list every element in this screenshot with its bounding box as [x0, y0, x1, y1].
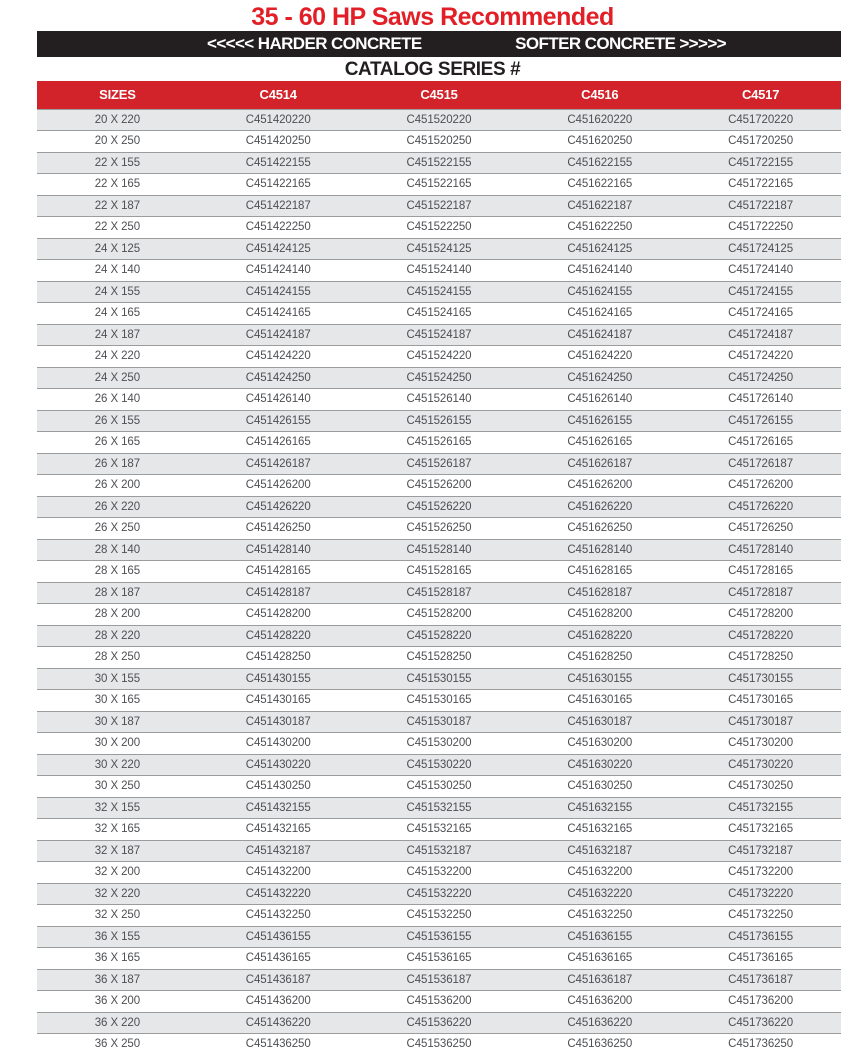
catalog-number-cell: C451632155 [519, 797, 680, 819]
page-title: 35 - 60 HP Saws Recommended [251, 3, 614, 31]
catalog-number-cell: C451422250 [198, 217, 359, 239]
size-cell: 32 X 165 [37, 819, 198, 841]
size-cell: 32 X 187 [37, 840, 198, 862]
table-row [37, 432, 841, 454]
catalog-number-cell: C451626200 [519, 475, 680, 497]
catalog-number-cell: C451532220 [359, 883, 520, 905]
catalog-number-cell: C451722187 [680, 195, 841, 217]
table-row [37, 733, 841, 755]
size-cell: 22 X 250 [37, 217, 198, 239]
catalog-number-cell: C451728187 [680, 582, 841, 604]
catalog-number-cell: C451426200 [198, 475, 359, 497]
catalog-number-cell: C451626140 [519, 389, 680, 411]
catalog-number-cell: C451736220 [680, 1012, 841, 1034]
table-row [37, 518, 841, 540]
catalog-number-cell: C451630155 [519, 668, 680, 690]
catalog-number-cell: C451530200 [359, 733, 520, 755]
catalog-number-cell: C451520250 [359, 131, 520, 153]
catalog-number-cell: C451626220 [519, 496, 680, 518]
catalog-number-cell: C451730155 [680, 668, 841, 690]
catalog-number-cell: C451728250 [680, 647, 841, 669]
catalog-number-cell: C451732155 [680, 797, 841, 819]
catalog-number-cell: C451424125 [198, 238, 359, 260]
table-row [37, 109, 841, 131]
catalog-number-cell: C451432200 [198, 862, 359, 884]
table-row [37, 238, 841, 260]
catalog-number-cell: C451524220 [359, 346, 520, 368]
catalog-number-cell: C451528200 [359, 604, 520, 626]
softer-concrete-label: SOFTER CONCRETE >>>>> [515, 34, 726, 53]
catalog-number-cell: C451430200 [198, 733, 359, 755]
catalog-number-cell: C451632250 [519, 905, 680, 927]
catalog-number-cell: C451536187 [359, 969, 520, 991]
size-cell: 26 X 200 [37, 475, 198, 497]
size-cell: 30 X 155 [37, 668, 198, 690]
catalog-number-cell: C451426155 [198, 410, 359, 432]
catalog-number-cell: C451730200 [680, 733, 841, 755]
catalog-number-cell: C451436250 [198, 1034, 359, 1055]
catalog-number-cell: C451726250 [680, 518, 841, 540]
catalog-number-cell: C451528165 [359, 561, 520, 583]
catalog-number-cell: C451724187 [680, 324, 841, 346]
size-cell: 26 X 155 [37, 410, 198, 432]
catalog-number-cell: C451628165 [519, 561, 680, 583]
table-row [37, 281, 841, 303]
catalog-number-cell: C451724155 [680, 281, 841, 303]
catalog-number-cell: C451436187 [198, 969, 359, 991]
table-row [37, 539, 841, 561]
catalog-number-cell: C451428200 [198, 604, 359, 626]
catalog-number-cell: C451526155 [359, 410, 520, 432]
catalog-number-cell: C451430165 [198, 690, 359, 712]
catalog-number-cell: C451624187 [519, 324, 680, 346]
catalog-number-cell: C451630200 [519, 733, 680, 755]
catalog-number-cell: C451636187 [519, 969, 680, 991]
catalog-number-cell: C451736250 [680, 1034, 841, 1055]
catalog-number-cell: C451728165 [680, 561, 841, 583]
table-body [37, 109, 841, 1055]
size-cell: 24 X 140 [37, 260, 198, 282]
catalog-number-cell: C451536220 [359, 1012, 520, 1034]
catalog-number-cell: C451622250 [519, 217, 680, 239]
catalog-number-cell: C451528250 [359, 647, 520, 669]
catalog-number-cell: C451636155 [519, 926, 680, 948]
catalog-number-cell: C451536155 [359, 926, 520, 948]
catalog-number-cell: C451630165 [519, 690, 680, 712]
catalog-number-cell: C451426220 [198, 496, 359, 518]
catalog-number-cell: C451424250 [198, 367, 359, 389]
catalog-number-cell: C451724250 [680, 367, 841, 389]
catalog-number-cell: C451422165 [198, 174, 359, 196]
table-row [37, 346, 841, 368]
size-cell: 36 X 187 [37, 969, 198, 991]
catalog-number-cell: C451524187 [359, 324, 520, 346]
table-row [37, 1034, 841, 1055]
catalog-number-cell: C451426165 [198, 432, 359, 454]
table-row [37, 647, 841, 669]
table-row [37, 690, 841, 712]
column-header-sizes: SIZES [37, 81, 198, 109]
table-row [37, 819, 841, 841]
catalog-number-cell: C451624125 [519, 238, 680, 260]
size-cell: 32 X 155 [37, 797, 198, 819]
table-row [37, 410, 841, 432]
catalog-number-cell: C451526250 [359, 518, 520, 540]
catalog-number-cell: C451532200 [359, 862, 520, 884]
catalog-number-cell: C451530165 [359, 690, 520, 712]
catalog-number-cell: C451526140 [359, 389, 520, 411]
catalog-number-cell: C451424220 [198, 346, 359, 368]
catalog-number-cell: C451732165 [680, 819, 841, 841]
size-cell: 28 X 165 [37, 561, 198, 583]
catalog-number-cell: C451628250 [519, 647, 680, 669]
size-cell: 26 X 250 [37, 518, 198, 540]
size-cell: 26 X 187 [37, 453, 198, 475]
catalog-number-cell: C451730165 [680, 690, 841, 712]
table-row [37, 862, 841, 884]
catalog-number-cell: C451630250 [519, 776, 680, 798]
catalog-number-cell: C451726187 [680, 453, 841, 475]
catalog-number-cell: C451726165 [680, 432, 841, 454]
catalog-number-cell: C451532165 [359, 819, 520, 841]
size-cell: 22 X 187 [37, 195, 198, 217]
size-cell: 20 X 250 [37, 131, 198, 153]
catalog-number-cell: C451522250 [359, 217, 520, 239]
table-row [37, 905, 841, 927]
table-row [37, 260, 841, 282]
harder-concrete-label: <<<<< HARDER CONCRETE [207, 34, 422, 53]
catalog-number-cell: C451528220 [359, 625, 520, 647]
size-cell: 22 X 165 [37, 174, 198, 196]
catalog-number-cell: C451626165 [519, 432, 680, 454]
catalog-number-cell: C451736155 [680, 926, 841, 948]
catalog-number-cell: C451528187 [359, 582, 520, 604]
catalog-number-cell: C451722165 [680, 174, 841, 196]
catalog-number-cell: C451424187 [198, 324, 359, 346]
catalog-number-cell: C451732200 [680, 862, 841, 884]
catalog-number-cell: C451732187 [680, 840, 841, 862]
size-cell: 32 X 250 [37, 905, 198, 927]
catalog-number-cell: C451424140 [198, 260, 359, 282]
catalog-number-cell: C451724140 [680, 260, 841, 282]
catalog-number-cell: C451430187 [198, 711, 359, 733]
size-cell: 36 X 200 [37, 991, 198, 1013]
catalog-number-cell: C451426250 [198, 518, 359, 540]
size-cell: 26 X 165 [37, 432, 198, 454]
catalog-number-cell: C451728220 [680, 625, 841, 647]
table-row [37, 195, 841, 217]
catalog-number-cell: C451436220 [198, 1012, 359, 1034]
size-cell: 26 X 220 [37, 496, 198, 518]
catalog-number-cell: C451736187 [680, 969, 841, 991]
table-row [37, 217, 841, 239]
catalog-number-cell: C451630187 [519, 711, 680, 733]
catalog-number-cell: C451524155 [359, 281, 520, 303]
catalog-number-cell: C451428187 [198, 582, 359, 604]
size-cell: 32 X 200 [37, 862, 198, 884]
table-row [37, 131, 841, 153]
column-header-c4516: C4516 [519, 81, 680, 109]
catalog-number-cell: C451722250 [680, 217, 841, 239]
catalog-number-cell: C451530155 [359, 668, 520, 690]
table-row [37, 152, 841, 174]
catalog-number-cell: C451422155 [198, 152, 359, 174]
catalog-number-cell: C451626250 [519, 518, 680, 540]
table-row [37, 625, 841, 647]
table-row [37, 840, 841, 862]
catalog-number-cell: C451726220 [680, 496, 841, 518]
size-cell: 28 X 220 [37, 625, 198, 647]
size-cell: 28 X 140 [37, 539, 198, 561]
catalog-number-cell: C451432220 [198, 883, 359, 905]
catalog-number-cell: C451522165 [359, 174, 520, 196]
size-cell: 36 X 250 [37, 1034, 198, 1055]
size-cell: 36 X 165 [37, 948, 198, 970]
size-cell: 24 X 155 [37, 281, 198, 303]
size-cell: 30 X 200 [37, 733, 198, 755]
size-cell: 30 X 187 [37, 711, 198, 733]
catalog-number-cell: C451436165 [198, 948, 359, 970]
catalog-number-cell: C451626187 [519, 453, 680, 475]
catalog-number-cell: C451630220 [519, 754, 680, 776]
table-row [37, 776, 841, 798]
catalog-number-cell: C451526220 [359, 496, 520, 518]
catalog-number-cell: C451632187 [519, 840, 680, 862]
table-row [37, 969, 841, 991]
catalog-number-cell: C451628187 [519, 582, 680, 604]
catalog-number-cell: C451522187 [359, 195, 520, 217]
catalog-number-cell: C451624250 [519, 367, 680, 389]
catalog-number-cell: C451430220 [198, 754, 359, 776]
catalog-number-cell: C451532187 [359, 840, 520, 862]
size-cell: 28 X 187 [37, 582, 198, 604]
catalog-number-cell: C451720250 [680, 131, 841, 153]
size-cell: 30 X 165 [37, 690, 198, 712]
catalog-number-cell: C451530187 [359, 711, 520, 733]
catalog-number-cell: C451720220 [680, 109, 841, 131]
header-row [37, 81, 841, 109]
catalog-number-cell: C451628200 [519, 604, 680, 626]
table-row [37, 561, 841, 583]
catalog-number-cell: C451520220 [359, 109, 520, 131]
table-row [37, 582, 841, 604]
catalog-number-cell: C451730220 [680, 754, 841, 776]
catalog-number-cell: C451730250 [680, 776, 841, 798]
table-row [37, 475, 841, 497]
catalog-number-cell: C451636250 [519, 1034, 680, 1055]
size-cell: 26 X 140 [37, 389, 198, 411]
table-row [37, 604, 841, 626]
catalog-number-cell: C451432155 [198, 797, 359, 819]
catalog-number-cell: C451530250 [359, 776, 520, 798]
catalog-number-cell: C451428220 [198, 625, 359, 647]
catalog-number-cell: C451620220 [519, 109, 680, 131]
catalog-number-cell: C451524165 [359, 303, 520, 325]
catalog-number-cell: C451724165 [680, 303, 841, 325]
table-row [37, 367, 841, 389]
catalog-number-cell: C451722155 [680, 152, 841, 174]
catalog-number-cell: C451436155 [198, 926, 359, 948]
catalog-number-cell: C451536165 [359, 948, 520, 970]
catalog-number-cell: C451430155 [198, 668, 359, 690]
catalog-number-cell: C451426140 [198, 389, 359, 411]
size-cell: 22 X 155 [37, 152, 198, 174]
concrete-hardness-bar [37, 31, 841, 57]
size-cell: 20 X 220 [37, 109, 198, 131]
catalog-table-header [37, 81, 841, 109]
size-cell: 24 X 125 [37, 238, 198, 260]
catalog-number-cell: C451628140 [519, 539, 680, 561]
catalog-number-cell: C451424155 [198, 281, 359, 303]
catalog-number-cell: C451624155 [519, 281, 680, 303]
catalog-number-cell: C451726155 [680, 410, 841, 432]
catalog-number-cell: C451724220 [680, 346, 841, 368]
table-row [37, 668, 841, 690]
catalog-number-cell: C451524250 [359, 367, 520, 389]
table-row [37, 389, 841, 411]
catalog-number-cell: C451620250 [519, 131, 680, 153]
catalog-number-cell: C451422187 [198, 195, 359, 217]
size-cell: 36 X 155 [37, 926, 198, 948]
catalog-number-cell: C451420250 [198, 131, 359, 153]
catalog-number-cell: C451432165 [198, 819, 359, 841]
table-row [37, 948, 841, 970]
catalog-number-cell: C451432250 [198, 905, 359, 927]
size-cell: 28 X 200 [37, 604, 198, 626]
catalog-number-cell: C451624140 [519, 260, 680, 282]
catalog-number-cell: C451626155 [519, 410, 680, 432]
size-cell: 36 X 220 [37, 1012, 198, 1034]
table-row [37, 303, 841, 325]
catalog-number-cell: C451622155 [519, 152, 680, 174]
column-header-c4514: C4514 [198, 81, 359, 109]
catalog-number-cell: C451526187 [359, 453, 520, 475]
catalog-number-cell: C451724125 [680, 238, 841, 260]
table-row [37, 991, 841, 1013]
catalog-number-cell: C451530220 [359, 754, 520, 776]
catalog-number-cell: C451536250 [359, 1034, 520, 1055]
catalog-number-cell: C451428250 [198, 647, 359, 669]
catalog-number-cell: C451532250 [359, 905, 520, 927]
table-row [37, 754, 841, 776]
table-row [37, 883, 841, 905]
size-cell: 24 X 250 [37, 367, 198, 389]
size-cell: 30 X 250 [37, 776, 198, 798]
catalog-table [37, 81, 841, 1055]
catalog-number-cell: C451426187 [198, 453, 359, 475]
catalog-number-cell: C451622165 [519, 174, 680, 196]
catalog-number-cell: C451726200 [680, 475, 841, 497]
catalog-number-cell: C451522155 [359, 152, 520, 174]
catalog-number-cell: C451436200 [198, 991, 359, 1013]
table-row [37, 711, 841, 733]
catalog-number-cell: C451524140 [359, 260, 520, 282]
catalog-number-cell: C451732220 [680, 883, 841, 905]
catalog-number-cell: C451636220 [519, 1012, 680, 1034]
catalog-number-cell: C451632220 [519, 883, 680, 905]
size-cell: 24 X 165 [37, 303, 198, 325]
catalog-number-cell: C451632200 [519, 862, 680, 884]
catalog-number-cell: C451636200 [519, 991, 680, 1013]
catalog-number-cell: C451424165 [198, 303, 359, 325]
catalog-number-cell: C451636165 [519, 948, 680, 970]
table-row [37, 797, 841, 819]
catalog-number-cell: C451432187 [198, 840, 359, 862]
catalog-number-cell: C451632165 [519, 819, 680, 841]
catalog-number-cell: C451732250 [680, 905, 841, 927]
table-row [37, 324, 841, 346]
catalog-number-cell: C451430250 [198, 776, 359, 798]
catalog-number-cell: C451728200 [680, 604, 841, 626]
catalog-number-cell: C451428140 [198, 539, 359, 561]
table-row [37, 926, 841, 948]
catalog-number-cell: C451736165 [680, 948, 841, 970]
catalog-number-cell: C451528140 [359, 539, 520, 561]
catalog-number-cell: C451622187 [519, 195, 680, 217]
table-row [37, 496, 841, 518]
column-header-c4517: C4517 [680, 81, 841, 109]
catalog-series-heading: CATALOG SERIES # [344, 59, 521, 80]
catalog-number-cell: C451730187 [680, 711, 841, 733]
catalog-number-cell: C451524125 [359, 238, 520, 260]
size-cell: 24 X 220 [37, 346, 198, 368]
size-cell: 32 X 220 [37, 883, 198, 905]
catalog-number-cell: C451428165 [198, 561, 359, 583]
catalog-number-cell: C451736200 [680, 991, 841, 1013]
catalog-number-cell: C451536200 [359, 991, 520, 1013]
column-header-c4515: C4515 [359, 81, 520, 109]
catalog-number-cell: C451532155 [359, 797, 520, 819]
catalog-number-cell: C451420220 [198, 109, 359, 131]
catalog-number-cell: C451726140 [680, 389, 841, 411]
catalog-number-cell: C451624165 [519, 303, 680, 325]
table-row [37, 1012, 841, 1034]
table-row [37, 174, 841, 196]
catalog-number-cell: C451526165 [359, 432, 520, 454]
size-cell: 30 X 220 [37, 754, 198, 776]
table-row [37, 453, 841, 475]
size-cell: 28 X 250 [37, 647, 198, 669]
catalog-number-cell: C451624220 [519, 346, 680, 368]
size-cell: 24 X 187 [37, 324, 198, 346]
catalog-number-cell: C451728140 [680, 539, 841, 561]
catalog-number-cell: C451526200 [359, 475, 520, 497]
catalog-number-cell: C451628220 [519, 625, 680, 647]
